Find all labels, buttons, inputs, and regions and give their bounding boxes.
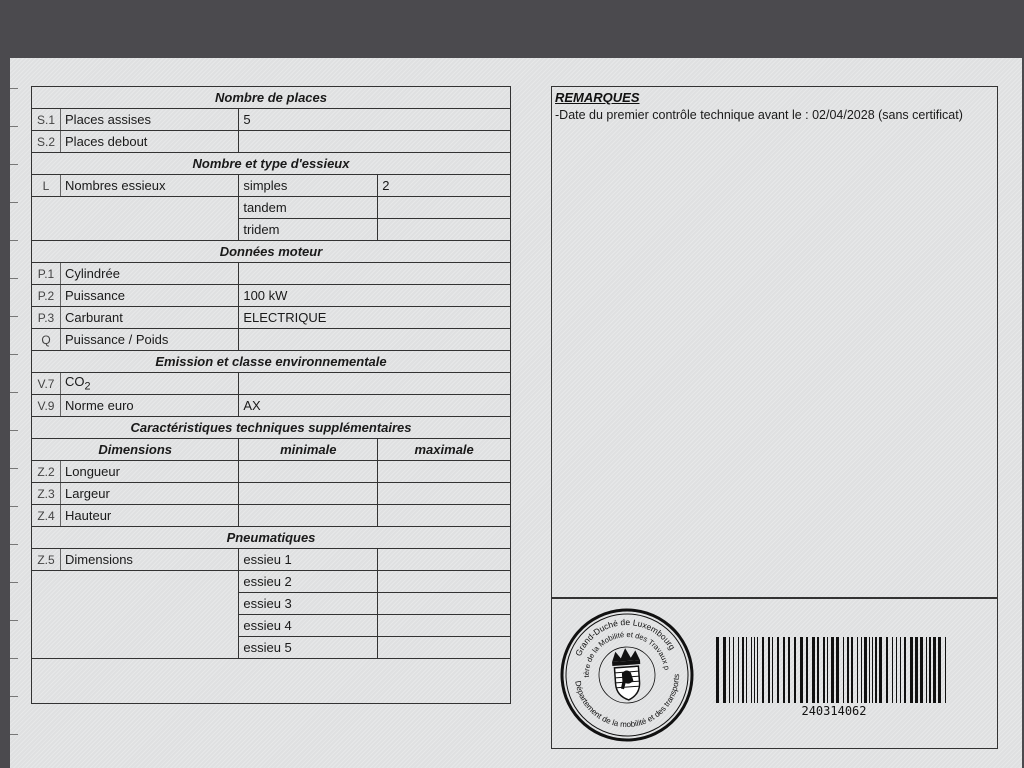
field-code: P.2 bbox=[32, 285, 61, 307]
binder-line bbox=[10, 240, 18, 241]
axle-type-value bbox=[378, 197, 511, 219]
barcode-bar bbox=[754, 637, 755, 703]
remarks-box bbox=[551, 86, 998, 598]
remarks-title: REMARQUES bbox=[555, 90, 640, 105]
field-label: Puissance / Poids bbox=[61, 329, 239, 351]
barcode-bar bbox=[777, 637, 779, 703]
barcode-bar bbox=[817, 637, 819, 703]
row-cylindree bbox=[32, 263, 511, 285]
binder-line bbox=[10, 164, 18, 165]
row-dimensions-header bbox=[32, 439, 511, 461]
tyre-axle-value bbox=[378, 549, 511, 571]
tyre-axle-value bbox=[378, 637, 511, 659]
barcode-bar bbox=[827, 637, 828, 703]
blank-cell bbox=[32, 659, 511, 704]
blank-cell bbox=[32, 197, 239, 241]
barcode-bar bbox=[847, 637, 849, 703]
barcode-bar bbox=[723, 637, 726, 703]
binder-line bbox=[10, 430, 18, 431]
minimale-header: minimale bbox=[239, 439, 378, 461]
tyre-axle-label: essieu 3 bbox=[239, 593, 378, 615]
field-label: Dimensions bbox=[61, 549, 239, 571]
barcode-bar bbox=[806, 637, 808, 703]
barcode-bar bbox=[772, 637, 773, 703]
row-co2 bbox=[32, 373, 511, 395]
binder-line bbox=[10, 734, 18, 735]
barcode-bar bbox=[751, 637, 752, 703]
barcode-bar bbox=[869, 637, 870, 703]
row-places-assises bbox=[32, 109, 511, 131]
axle-type-label: tridem bbox=[239, 219, 378, 241]
barcode-bar bbox=[920, 637, 923, 703]
tyre-axle-label: essieu 2 bbox=[239, 571, 378, 593]
binder-line bbox=[10, 582, 18, 583]
field-value: AX bbox=[239, 395, 511, 417]
barcode-bar bbox=[879, 637, 882, 703]
field-code: Z.4 bbox=[32, 505, 61, 527]
barcode-bar bbox=[864, 637, 867, 703]
barcode-bar bbox=[892, 637, 893, 703]
binder-line bbox=[10, 278, 18, 279]
ministry-seal-stamp bbox=[559, 605, 695, 745]
axle-type-value bbox=[378, 219, 511, 241]
row-hauteur bbox=[32, 505, 511, 527]
barcode-bar bbox=[768, 637, 770, 703]
barcode-bar bbox=[788, 637, 790, 703]
binder-line bbox=[10, 202, 18, 203]
row-axles-tandem bbox=[32, 197, 511, 219]
technical-data-table bbox=[31, 86, 511, 704]
max-value bbox=[378, 461, 511, 483]
field-label: Longueur bbox=[61, 461, 239, 483]
field-value: ELECTRIQUE bbox=[239, 307, 511, 329]
section-header-caracteristiques: Caractéristiques techniques supplémentaires bbox=[32, 417, 511, 439]
field-value bbox=[239, 131, 511, 153]
field-code: P.1 bbox=[32, 263, 61, 285]
field-label: Carburant bbox=[61, 307, 239, 329]
section-header-moteur: Données moteur bbox=[32, 241, 511, 263]
barcode-bar bbox=[904, 637, 906, 703]
row-tyre-essieu-1 bbox=[32, 549, 511, 571]
field-value bbox=[239, 373, 511, 395]
field-label: Hauteur bbox=[61, 505, 239, 527]
row-tyre-essieu-2 bbox=[32, 571, 511, 593]
binder-edge bbox=[10, 88, 22, 768]
field-label: Nombres essieux bbox=[61, 175, 239, 197]
seal-text-top: Grand-Duché de Luxembourg bbox=[573, 616, 678, 658]
seal-text-bottom: Département de la mobilité et des transports bbox=[573, 673, 682, 730]
field-label bbox=[61, 373, 239, 395]
barcode-bar bbox=[861, 637, 862, 703]
field-code: Z.3 bbox=[32, 483, 61, 505]
row-carburant bbox=[32, 307, 511, 329]
field-value bbox=[239, 263, 511, 285]
field-code: V.7 bbox=[32, 373, 61, 395]
tyre-axle-label: essieu 4 bbox=[239, 615, 378, 637]
seal-text-mid: Ministère de la Mobilité et des Travaux publics bbox=[581, 629, 672, 678]
barcode-bar bbox=[783, 637, 785, 703]
barcode-bar bbox=[900, 637, 901, 703]
barcode-bar bbox=[926, 637, 927, 703]
axle-type-label: tandem bbox=[239, 197, 378, 219]
barcode-bar bbox=[800, 637, 803, 703]
min-value bbox=[239, 505, 378, 527]
binder-line bbox=[10, 620, 18, 621]
max-value bbox=[378, 483, 511, 505]
section-header-essieux: Nombre et type d'essieux bbox=[32, 153, 511, 175]
barcode-bar bbox=[757, 637, 758, 703]
field-label: Cylindrée bbox=[61, 263, 239, 285]
field-value: 100 kW bbox=[239, 285, 511, 307]
min-value bbox=[239, 461, 378, 483]
barcode-bar bbox=[742, 637, 744, 703]
barcode-bar bbox=[831, 637, 834, 703]
field-code: Z.5 bbox=[32, 549, 61, 571]
barcode-bar bbox=[851, 637, 853, 703]
field-label: Places assises bbox=[61, 109, 239, 131]
field-label: Largeur bbox=[61, 483, 239, 505]
field-value: 5 bbox=[239, 109, 511, 131]
field-code: P.3 bbox=[32, 307, 61, 329]
barcode-bar bbox=[738, 637, 739, 703]
barcode-bar bbox=[729, 637, 730, 703]
barcode-image bbox=[716, 637, 952, 703]
binder-line bbox=[10, 392, 18, 393]
field-code: S.2 bbox=[32, 131, 61, 153]
row-blank-footer bbox=[32, 659, 511, 704]
binder-line bbox=[10, 126, 18, 127]
remarks-text: -Date du premier contrôle technique avant le : 02/04/2028 (sans certificat) bbox=[555, 108, 963, 122]
row-puissance bbox=[32, 285, 511, 307]
barcode-bar bbox=[823, 637, 825, 703]
field-code: S.1 bbox=[32, 109, 61, 131]
binder-line bbox=[10, 696, 18, 697]
binder-line bbox=[10, 468, 18, 469]
crown-icon bbox=[611, 647, 640, 666]
row-puissance-poids bbox=[32, 329, 511, 351]
coat-of-arms-shield-icon bbox=[614, 666, 640, 701]
barcode-bar bbox=[794, 637, 796, 703]
axle-type-label: simples bbox=[239, 175, 378, 197]
barcode-bar bbox=[746, 637, 747, 703]
barcode-bar bbox=[886, 637, 888, 703]
barcode-bar bbox=[836, 637, 839, 703]
barcode-bar bbox=[938, 637, 941, 703]
field-value bbox=[239, 329, 511, 351]
tyre-axle-label: essieu 1 bbox=[239, 549, 378, 571]
barcode-bar bbox=[843, 637, 844, 703]
section-header-places: Nombre de places bbox=[32, 87, 511, 109]
binder-line bbox=[10, 354, 18, 355]
registration-document-page bbox=[10, 58, 1022, 768]
field-label: Norme euro bbox=[61, 395, 239, 417]
binder-line bbox=[10, 544, 18, 545]
barcode-bar bbox=[716, 637, 719, 703]
tyre-axle-value bbox=[378, 593, 511, 615]
row-longueur bbox=[32, 461, 511, 483]
row-norme-euro bbox=[32, 395, 511, 417]
tyre-axle-value bbox=[378, 571, 511, 593]
binder-line bbox=[10, 506, 18, 507]
footer-box bbox=[551, 598, 998, 749]
barcode-bar bbox=[875, 637, 877, 703]
co2-subscript: 2 bbox=[84, 380, 91, 393]
tyre-axle-value bbox=[378, 615, 511, 637]
barcode-bar bbox=[929, 637, 931, 703]
min-value bbox=[239, 483, 378, 505]
barcode-bar bbox=[945, 637, 946, 703]
row-places-debout bbox=[32, 131, 511, 153]
barcode-bar bbox=[933, 637, 936, 703]
barcode-bar bbox=[857, 637, 858, 703]
field-code: V.9 bbox=[32, 395, 61, 417]
barcode-bar bbox=[872, 637, 873, 703]
max-value bbox=[378, 505, 511, 527]
field-label: Places debout bbox=[61, 131, 239, 153]
dimensions-header: Dimensions bbox=[32, 439, 239, 461]
barcode-bar bbox=[910, 637, 913, 703]
tyre-axle-label: essieu 5 bbox=[239, 637, 378, 659]
row-largeur bbox=[32, 483, 511, 505]
section-header-pneumatiques: Pneumatiques bbox=[32, 527, 511, 549]
barcode-number: 240314062 bbox=[801, 704, 867, 718]
maximale-header: maximale bbox=[378, 439, 511, 461]
axle-type-value: 2 bbox=[378, 175, 511, 197]
co2-label: CO bbox=[65, 374, 85, 390]
field-label: Puissance bbox=[61, 285, 239, 307]
binder-line bbox=[10, 88, 18, 89]
barcode-bar bbox=[915, 637, 918, 703]
field-code: Z.2 bbox=[32, 461, 61, 483]
field-code: L bbox=[32, 175, 61, 197]
blank-cell bbox=[32, 571, 239, 659]
barcode-bar bbox=[762, 637, 764, 703]
binder-line bbox=[10, 316, 18, 317]
section-header-emission: Emission et classe environnementale bbox=[32, 351, 511, 373]
barcode-bar bbox=[896, 637, 897, 703]
field-code: Q bbox=[32, 329, 61, 351]
binder-line bbox=[10, 658, 18, 659]
barcode-bar bbox=[733, 637, 734, 703]
barcode-bar bbox=[812, 637, 815, 703]
row-axles-simples bbox=[32, 175, 511, 197]
